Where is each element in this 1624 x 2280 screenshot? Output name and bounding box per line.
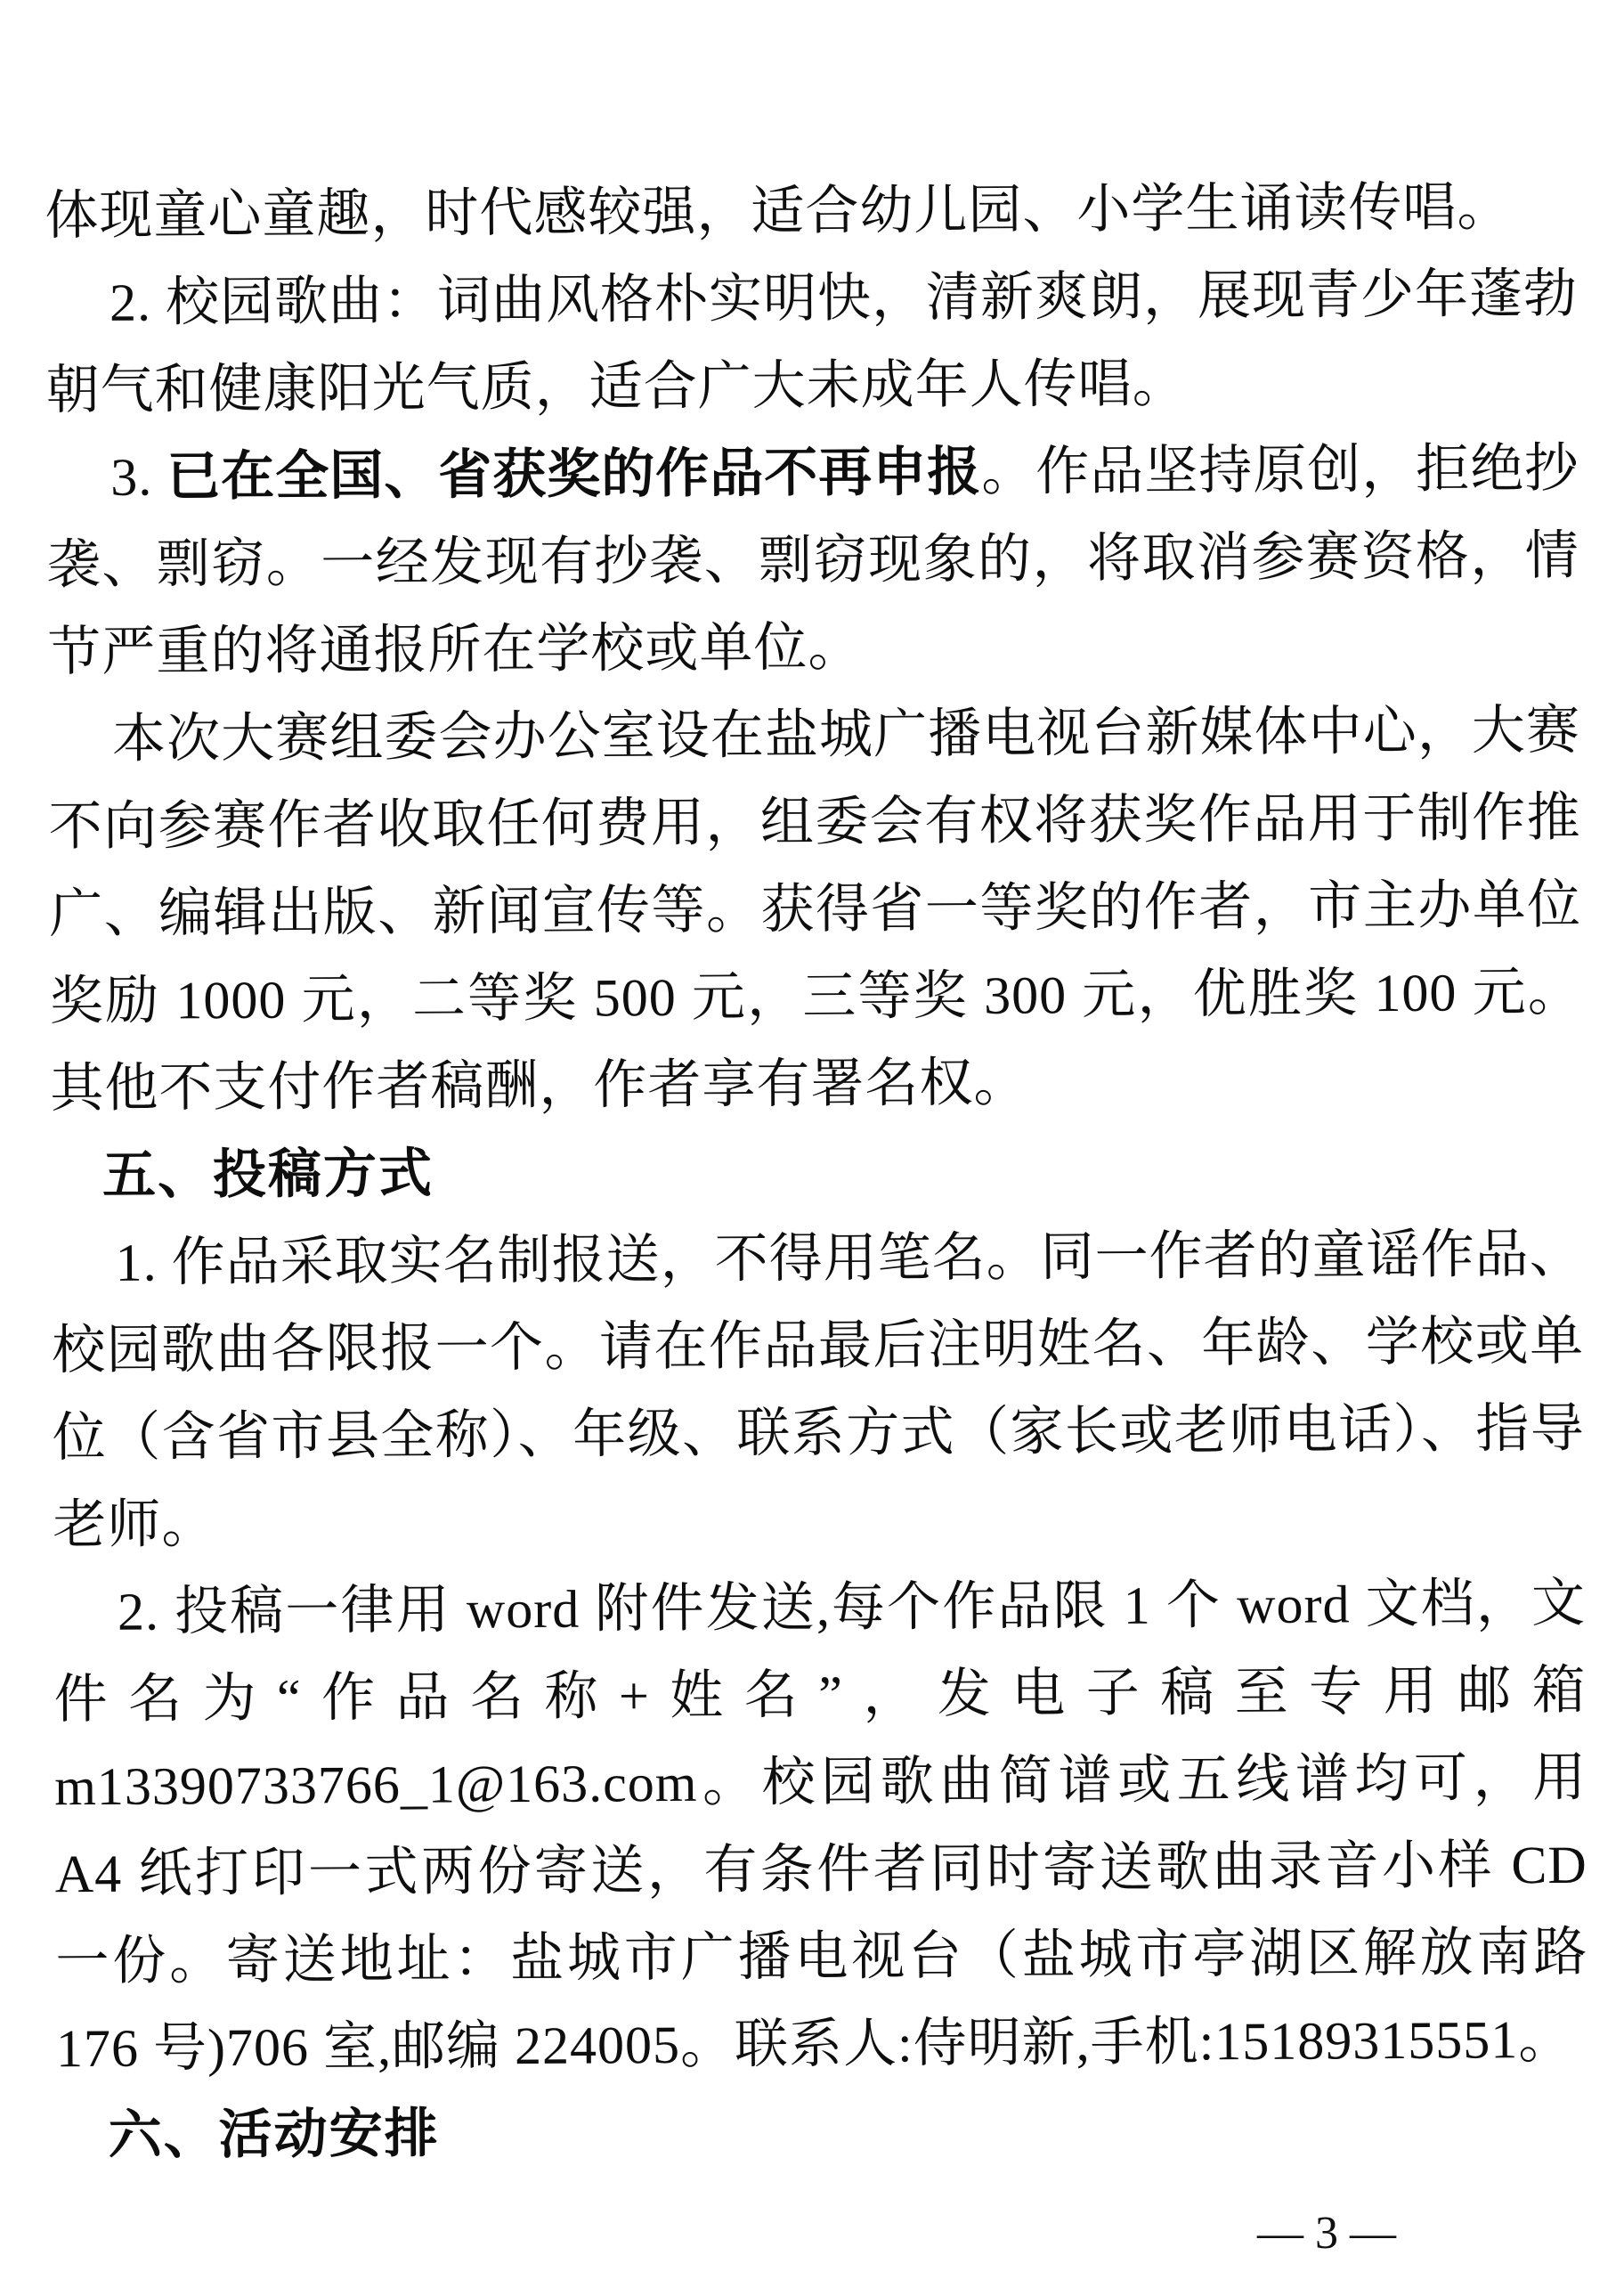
paragraph-submission-2: 2. 投稿一律用 word 附件发送,每个作品限 1 个 word 文档，文件名为“作品名称+姓名”，发电子稿至专用邮箱 m13390733766_1@163.com。校园歌曲简谱或五线谱均可，用 A4 纸打印一式两份寄送，有条件者同时寄送歌曲录音小样 CD 一份。寄送地址：盐城市广播电视台（盐城市亭湖区解放南路 176 号)706 室,邮编 224005。联系人:侍明新,手机:15189315551。: [53, 1573, 1588, 2079]
rule-3-bold-clause: 已在全国、省获奖的作品不再申报: [166, 442, 982, 507]
paragraph-continuation: 体现童心童趣，时代感较强，适合幼儿园、小学生诵读传唱。: [45, 177, 1512, 246]
paragraph-office-awards: 本次大赛组委会办公室设在盐城广播电视台新媒体中心，大赛不向参赛作者收取任何费用，组委会有权将获奖作品用于制作推广、编辑出版、新闻宣传等。获得省一等奖的作者，市主办单位奖励 1000 元，二等奖 500 元，三等奖 300 元，优胜奖 100 元。其他不支付作者稿酬，作者享有署名权。: [48, 700, 1582, 1119]
rule-3-rest: 。作品坚持原创，拒绝抄袭、剽窃。一经发现有抄袭、剽窃现象的，将取消参赛资格，情节严重的将通报所在学校或单位。: [46, 438, 1579, 682]
paragraph-rule-2: 2. 校园歌曲：词曲风格朴实明快，清新爽朗，展现青少年蓬勃朝气和健康阳光气质，适合广大未成年人传唱。: [45, 264, 1579, 420]
section-heading-5: 五、投稿方式: [102, 1143, 434, 1205]
section-heading-6: 六、活动安排: [108, 2103, 440, 2165]
paragraph-rule-3: [46, 425, 1580, 696]
document-body: [45, 163, 1589, 2179]
paragraph-submission-1: 1. 作品采取实名制报送，不得用笔名。同一作者的童谣作品、校园歌曲各限报一个。请在作品最后注明姓名、年龄、学校或单位（含省市县全称）、年级、联系方式（家长或老师电话）、指导老师。: [52, 1224, 1585, 1555]
page-number: — 3 —: [1257, 2208, 1396, 2259]
rule-3-number: 3.: [110, 447, 167, 507]
